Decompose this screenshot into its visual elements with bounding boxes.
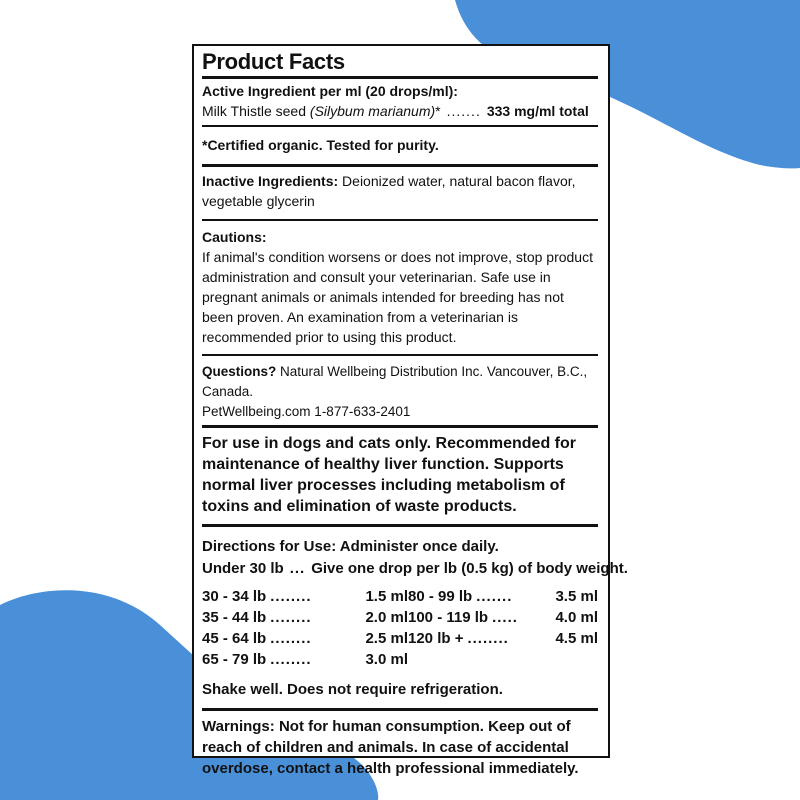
use-statement: For use in dogs and cats only. Recommended for maintenance of healthy liver function. Supports normal liver processes including metabolism of toxins and elimination of waste products. <box>202 435 576 515</box>
dosage-row <box>408 586 598 607</box>
dose-amount: 2.0 ml <box>365 609 408 626</box>
dose-amount: 3.0 ml <box>365 651 408 668</box>
warnings-label: Warnings: <box>202 718 275 735</box>
dose-amount: 3.5 ml <box>555 588 598 605</box>
inactive-ingredients-label: Inactive Ingredients: <box>202 173 339 189</box>
dosage-row <box>202 607 408 628</box>
cautions-text: If animal's condition worsens or does not improve, stop product administration and consult your veterinarian. Safe use in pregnant animals or animals intended for breeding has not been proven. An examination from a veterinarian is recommended prior to using this product. <box>202 249 593 345</box>
under-30-text: Give one drop per lb (0.5 kg) of body weight. <box>311 560 628 577</box>
dose-dots: ..... <box>492 609 518 626</box>
warnings-text: Not for human consumption. Keep out of reach of children and animals. In case of accidental overdose, contact a health professional immediately. <box>202 718 579 777</box>
dosage-row <box>202 649 408 670</box>
ingredient-name: Milk Thistle seed <box>202 103 307 119</box>
dose-weight: 80 - 99 lb <box>408 588 473 605</box>
dose-weight: 120 lb + <box>408 630 464 647</box>
ingredient-latin-name: (Silybum marianum) <box>309 103 436 119</box>
product-facts-panel <box>192 44 628 777</box>
dosage-row <box>202 628 408 649</box>
cautions-label: Cautions: <box>202 229 267 245</box>
dosage-row <box>408 628 598 649</box>
active-ingredient-section <box>202 79 598 125</box>
inactive-ingredients-section <box>202 167 598 219</box>
directions-heading: Directions for Use: Administer once daily. <box>202 538 499 555</box>
shake-note: Shake well. Does not require refrigeration. <box>202 681 503 698</box>
ingredient-asterisk: * <box>435 103 441 119</box>
questions-contact: PetWellbeing.com 1-877-633-2401 <box>202 404 411 419</box>
ingredient-amount: 333 mg/ml total <box>486 103 589 119</box>
dose-weight: 30 - 34 lb <box>202 588 267 605</box>
dose-amount: 4.5 ml <box>555 630 598 647</box>
dose-dots: ........ <box>270 588 312 605</box>
dose-weight: 35 - 44 lb <box>202 609 267 626</box>
dose-dots: ........ <box>270 651 312 668</box>
dose-weight: 45 - 64 lb <box>202 630 267 647</box>
under-30-dots: ... <box>289 560 306 577</box>
leader-dots: ....... <box>446 103 481 119</box>
inactive-ingredients-text: Deionized water, natural bacon flavor, vegetable glycerin <box>202 173 576 209</box>
questions-label: Questions? <box>202 364 277 379</box>
directions-section <box>202 527 628 708</box>
dose-amount: 4.0 ml <box>555 609 598 626</box>
dose-weight: 65 - 79 lb <box>202 651 267 668</box>
dose-amount: 2.5 ml <box>365 630 408 647</box>
questions-section <box>202 356 598 425</box>
dose-dots: ........ <box>467 630 509 647</box>
active-ingredient-row <box>202 101 598 121</box>
warnings-section <box>202 711 598 779</box>
dosage-table <box>202 586 598 670</box>
dosage-column-left <box>202 586 408 670</box>
dose-weight: 100 - 119 lb <box>408 609 489 626</box>
under-30-row <box>202 558 628 580</box>
active-ingredient-heading: Active Ingredient per ml (20 drops/ml): <box>202 83 458 99</box>
questions-text: Natural Wellbeing Distribution Inc. Vancouver, B.C., Canada. <box>202 364 588 399</box>
cautions-section <box>202 221 598 354</box>
dosage-row <box>408 607 598 628</box>
certified-note: *Certified organic. Tested for purity. <box>202 137 439 153</box>
panel-title: Product Facts <box>202 49 345 74</box>
under-30-weight: Under 30 lb <box>202 560 284 577</box>
dose-dots: ........ <box>270 630 312 647</box>
dose-amount: 1.5 ml <box>365 588 408 605</box>
dosage-column-right <box>408 586 598 670</box>
dosage-row <box>202 586 408 607</box>
dose-dots: ........ <box>270 609 312 626</box>
dose-dots: ....... <box>476 588 513 605</box>
